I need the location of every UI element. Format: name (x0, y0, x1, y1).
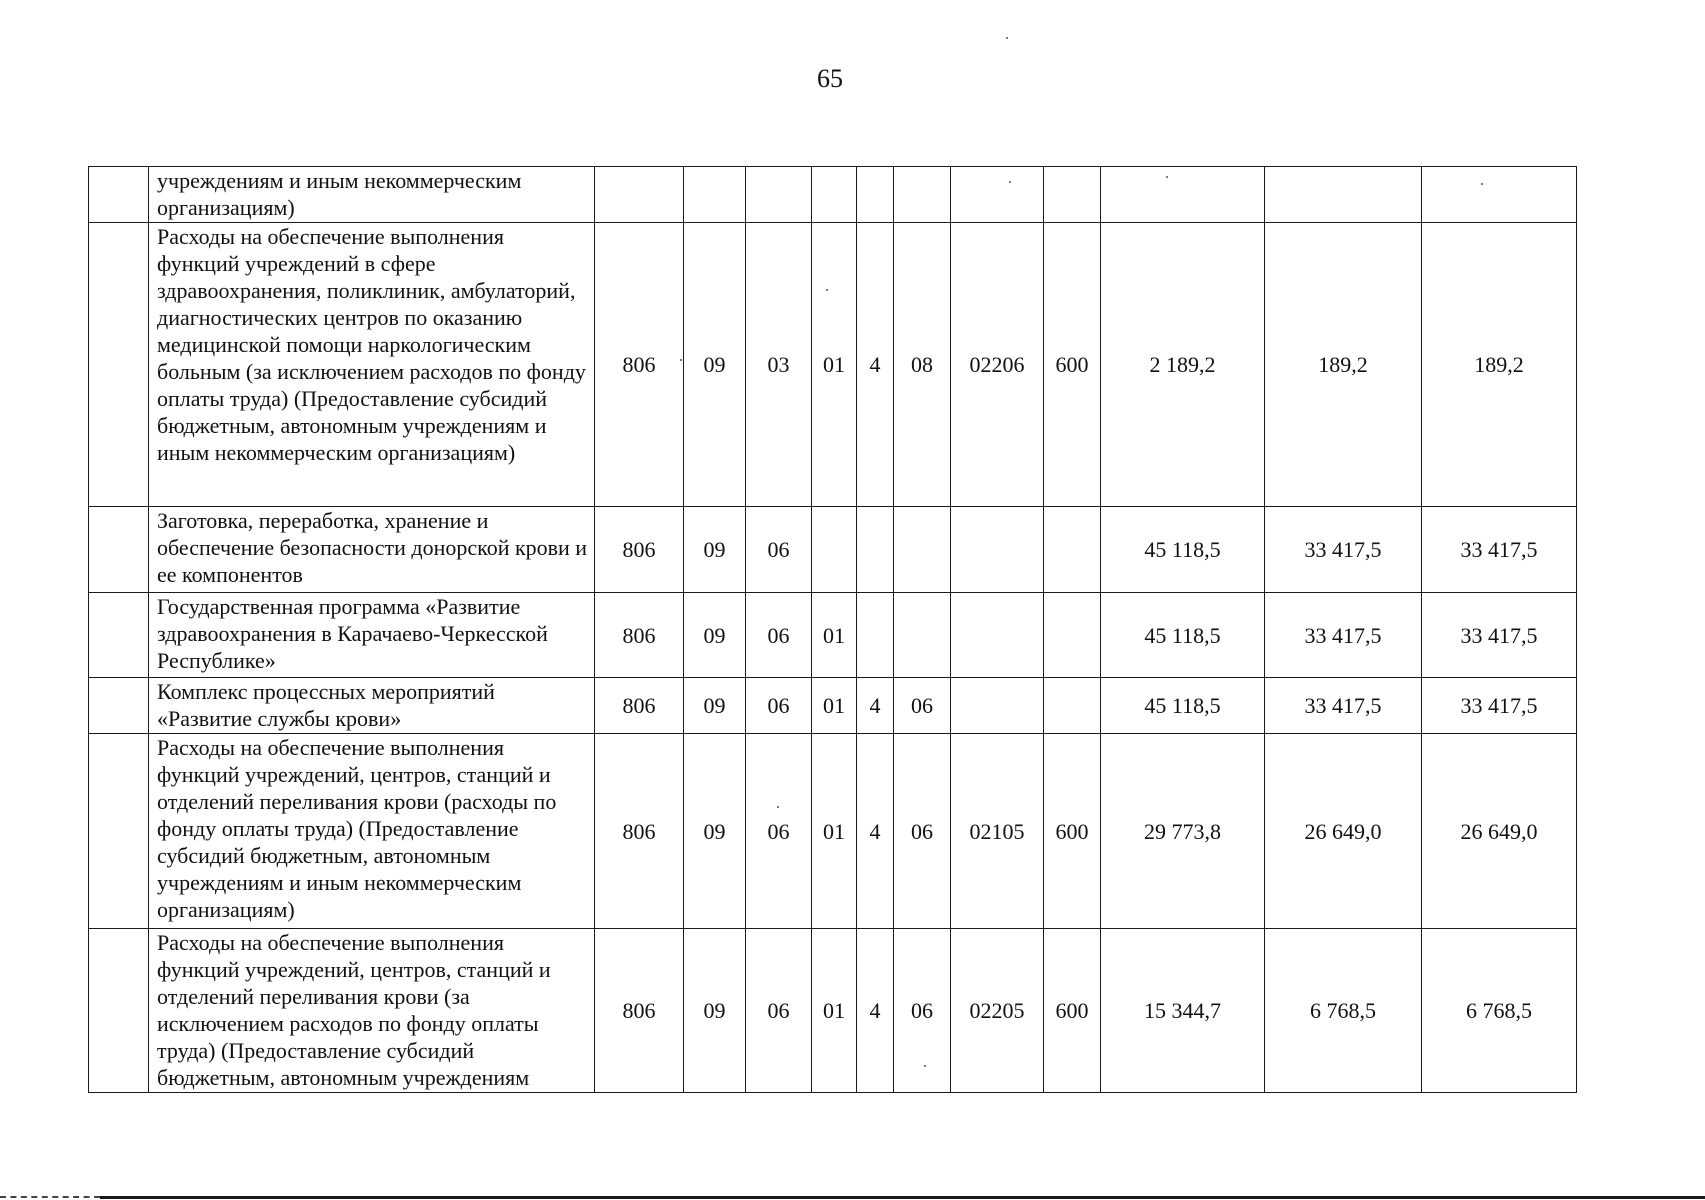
row-number-cell (89, 929, 149, 1093)
subprogram-code-cell: 06 (894, 678, 951, 734)
row-number-cell (89, 734, 149, 929)
subprogram-code-cell: 08 (894, 223, 951, 507)
section-code-cell: 09 (684, 223, 746, 507)
ministry-code-cell: 806 (595, 593, 684, 678)
type-code-cell: 4 (857, 734, 894, 929)
description-cell: Расходы на обеспечение выполнения функций учреждений, центров, станций и отделений переливания крови (расходы по фонду оплаты труда) (Предоставление субсидий бюджетным, автономным учреждениям и иным некоммерческим организациям) (149, 734, 595, 929)
amount-3-cell: 33 417,5 (1422, 507, 1577, 593)
amount-1-cell: 45 118,5 (1101, 507, 1265, 593)
ministry-code-cell (595, 167, 684, 223)
amount-1-cell: 29 773,8 (1101, 734, 1265, 929)
subsection-code-cell: 06 (746, 593, 812, 678)
direction-code-cell (951, 507, 1044, 593)
table-row (89, 593, 1577, 678)
amount-2-cell: 33 417,5 (1265, 678, 1422, 734)
subsection-code-cell: 06 (746, 734, 812, 929)
amount-3-cell: 189,2 (1422, 223, 1577, 507)
table-row (89, 929, 1577, 1093)
program-code-cell: 01 (812, 734, 857, 929)
program-code-cell (812, 167, 857, 223)
amount-3-cell: 26 649,0 (1422, 734, 1577, 929)
subprogram-code-cell (894, 167, 951, 223)
subsection-code-cell: 03 (746, 223, 812, 507)
type-code-cell (857, 167, 894, 223)
direction-code-cell (951, 593, 1044, 678)
amount-2-cell: 26 649,0 (1265, 734, 1422, 929)
scan-edge-rule (100, 1196, 1705, 1199)
table-row (89, 507, 1577, 593)
subsection-code-cell: 06 (746, 507, 812, 593)
expense-type-cell: 600 (1044, 223, 1101, 507)
type-code-cell: 4 (857, 223, 894, 507)
type-code-cell: 4 (857, 929, 894, 1093)
program-code-cell (812, 507, 857, 593)
amount-1-cell: 15 344,7 (1101, 929, 1265, 1093)
section-code-cell: 09 (684, 678, 746, 734)
page-number: 65 (817, 64, 843, 93)
section-code-cell: 09 (684, 929, 746, 1093)
expense-type-cell (1044, 678, 1101, 734)
type-code-cell (857, 593, 894, 678)
description-cell: Заготовка, переработка, хранение и обеспечение безопасности донорской крови и ее компонентов (149, 507, 595, 593)
budget-table (88, 166, 1577, 1093)
table-row (89, 167, 1577, 223)
direction-code-cell: 02206 (951, 223, 1044, 507)
amount-2-cell: 33 417,5 (1265, 593, 1422, 678)
amount-3-cell: 33 417,5 (1422, 593, 1577, 678)
description-cell: Расходы на обеспечение выполнения функций учреждений в сфере здравоохранения, поликлиник, амбулаторий, диагностических центров по оказанию медицинской помощи наркологическим больным (за исключением расходов по фонду оплаты труда) (Предоставление субсидий бюджетным, автономным учреждениям и иным некоммерческим организациям) (149, 223, 595, 507)
amount-1-cell: 45 118,5 (1101, 678, 1265, 734)
subsection-code-cell: 06 (746, 929, 812, 1093)
subprogram-code-cell (894, 507, 951, 593)
subprogram-code-cell: 06 (894, 734, 951, 929)
amount-3-cell: 6 768,5 (1422, 929, 1577, 1093)
direction-code-cell (951, 167, 1044, 223)
ministry-code-cell: 806 (595, 678, 684, 734)
ministry-code-cell: 806 (595, 223, 684, 507)
expense-type-cell (1044, 593, 1101, 678)
description-cell: Расходы на обеспечение выполнения функций учреждений, центров, станций и отделений переливания крови (за исключением расходов по фонду оплаты труда) (Предоставление субсидий бюджетным, автономным учреждениям (149, 929, 595, 1093)
program-code-cell: 01 (812, 678, 857, 734)
section-code-cell: 09 (684, 507, 746, 593)
amount-1-cell (1101, 167, 1265, 223)
direction-code-cell (951, 678, 1044, 734)
amount-3-cell: 33 417,5 (1422, 678, 1577, 734)
expense-type-cell (1044, 167, 1101, 223)
description-cell: учреждениям и иным некоммерческим организациям) (149, 167, 595, 223)
amount-1-cell: 45 118,5 (1101, 593, 1265, 678)
table-row (89, 223, 1577, 507)
subsection-code-cell (746, 167, 812, 223)
program-code-cell: 01 (812, 223, 857, 507)
ministry-code-cell: 806 (595, 734, 684, 929)
row-number-cell (89, 593, 149, 678)
program-code-cell: 01 (812, 929, 857, 1093)
expense-type-cell: 600 (1044, 734, 1101, 929)
row-number-cell (89, 678, 149, 734)
program-code-cell: 01 (812, 593, 857, 678)
amount-2-cell (1265, 167, 1422, 223)
subsection-code-cell: 06 (746, 678, 812, 734)
type-code-cell (857, 507, 894, 593)
scan-speck (1006, 37, 1008, 39)
section-code-cell: 09 (684, 734, 746, 929)
direction-code-cell: 02105 (951, 734, 1044, 929)
row-number-cell (89, 223, 149, 507)
expense-type-cell: 600 (1044, 929, 1101, 1093)
amount-2-cell: 33 417,5 (1265, 507, 1422, 593)
section-code-cell: 09 (684, 593, 746, 678)
subprogram-code-cell (894, 593, 951, 678)
section-code-cell (684, 167, 746, 223)
scan-edge-dashes (0, 1196, 100, 1198)
description-cell: Комплекс процессных мероприятий «Развитие службы крови» (149, 678, 595, 734)
type-code-cell: 4 (857, 678, 894, 734)
ministry-code-cell: 806 (595, 507, 684, 593)
ministry-code-cell: 806 (595, 929, 684, 1093)
direction-code-cell: 02205 (951, 929, 1044, 1093)
amount-3-cell (1422, 167, 1577, 223)
amount-2-cell: 189,2 (1265, 223, 1422, 507)
table-row (89, 678, 1577, 734)
table-row (89, 734, 1577, 929)
amount-1-cell: 2 189,2 (1101, 223, 1265, 507)
description-cell: Государственная программа «Развитие здравоохранения в Карачаево-Черкесской Республике» (149, 593, 595, 678)
amount-2-cell: 6 768,5 (1265, 929, 1422, 1093)
subprogram-code-cell: 06 (894, 929, 951, 1093)
row-number-cell (89, 167, 149, 223)
expense-type-cell (1044, 507, 1101, 593)
row-number-cell (89, 507, 149, 593)
